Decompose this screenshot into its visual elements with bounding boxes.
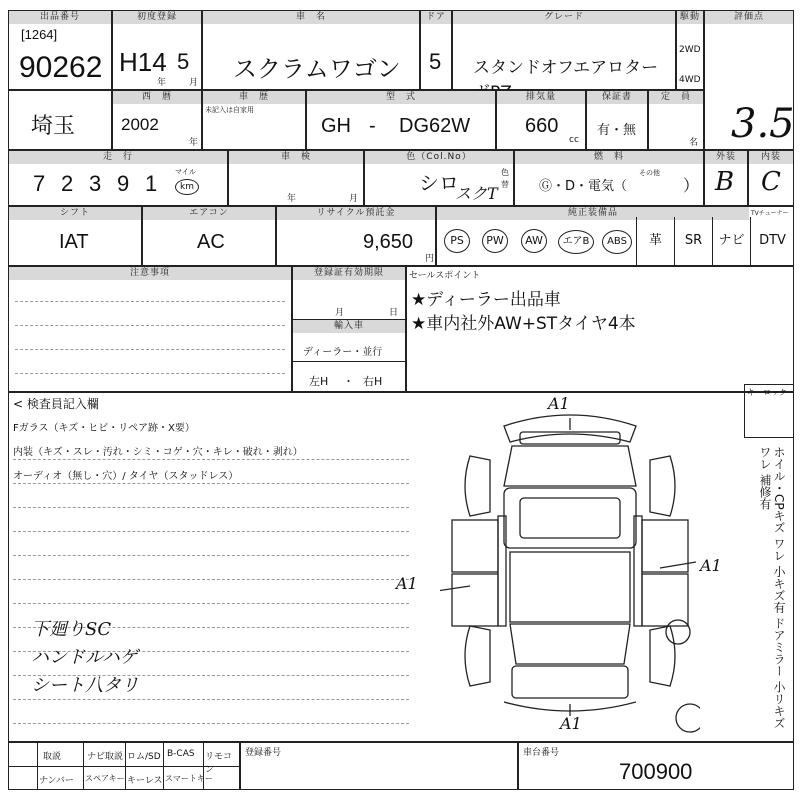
month-unit: 月 [189,78,199,88]
model-year-value: 2002 [121,115,159,134]
exterior-grade: B [715,167,735,197]
acc-bcas: B-CAS [167,749,195,759]
exterior-header: 外装 [705,151,747,164]
sales-point: ★車内社外AW+STタイヤ4本 [411,314,636,334]
accessory-grid [8,742,240,790]
capacity-header: 定 員 [649,91,703,104]
mileage-unit-km: km [175,179,199,195]
recycle-value: 9,650 [363,231,414,253]
model-code: DG62W [399,115,471,137]
damage-mark-front: A1 [548,394,570,413]
cert-value: 有・無 [597,123,637,138]
handwritten-note: ハンドルハゲ [31,647,138,668]
equip-aw-label: AW [521,229,547,253]
color-cell [364,150,514,206]
equip-dtv: DTV [750,217,794,265]
inspection-header: 車 検 [229,151,363,164]
mileage-digit: 7 [33,171,46,196]
first-reg-header: 初度登録 [113,11,201,24]
acc-manual: 取説 [43,752,62,762]
reg-number-cell [240,742,518,790]
fuel-cell [514,150,704,206]
mileage-digit: 1 [145,171,158,196]
sales-points-cell [406,266,794,392]
attention-cell [8,266,292,392]
fuel-options: Ⓖ・D・電気（ [539,179,628,194]
shift-cell [8,206,142,266]
color-note: スクT [455,184,498,203]
cert-cell [586,90,648,150]
equip-pw [476,217,514,265]
chassis-number: 700900 [619,759,693,784]
history-note: 未記入は自家用 [205,106,254,114]
mileage-unit-mile: マイル [175,168,196,176]
equip-pw-label: PW [482,229,508,253]
history-cell [202,90,306,150]
equip-airbag [554,217,598,265]
interior-cell [748,150,794,206]
equip-abs-label: ABS [602,230,632,254]
equip-ps [438,217,476,265]
acc-keyless: キーレス [127,776,163,786]
import-dot: ・ [343,375,354,388]
inspection-month: 月 [349,194,359,204]
inspector-glass: Fガラス（キズ・ヒビ・リペア跡・X要） [13,423,195,434]
inspector-header: < 検査員記入欄 [13,397,99,411]
lot-number: 90262 [19,51,103,84]
history-header: 車 歴 [203,91,305,104]
equip-aw [514,217,554,265]
score-value: 3.5 [731,101,795,147]
aircon-cell [142,206,276,266]
displacement-header: 排気量 [497,91,585,104]
model-header: 型 式 [307,91,495,104]
acc-remote: リモコン [205,752,233,775]
attention-header: 注意事項 [9,267,291,280]
sales-points-header: セールスポイント [409,271,481,281]
model-year-unit: 年 [189,138,199,148]
handwritten-note: 下廻りSC [31,619,112,640]
lot-small: [1264] [21,27,58,42]
equip-ps-label: PS [444,229,470,253]
aircon-header: エアコン [143,207,275,220]
acc-rom-sd: ロム/SD [127,752,161,762]
acc-number: ナンバー [39,776,74,786]
import-left: 左H [309,375,329,388]
shift-value: IAT [59,231,89,253]
damage-mark-left: A1 [396,574,418,593]
reg-expiry-cell [292,266,406,392]
grade-header: グレード [453,11,675,24]
door-cell [420,10,452,90]
model-year-cell [112,90,202,150]
reg-expiry-day: 日 [389,308,399,318]
reg-number-label: 登録番号 [245,748,282,758]
car-name: スクラムワゴン [233,55,401,83]
acc-navi-manual: ナビ取説 [87,752,124,762]
score-cell [704,10,794,150]
car-diagram [440,396,700,736]
equip-airbag-label: エアB [558,230,594,254]
color-name: シロ [419,171,459,195]
mileage-header: 走 行 [9,151,227,164]
model-prefix: GH [321,115,351,137]
interior-header: 内装 [749,151,793,164]
model-year-header: 西 暦 [113,91,201,104]
fuel-header: 燃 料 [515,151,703,164]
inspector-audio: オーディオ（無し・穴）/ タイヤ（スタッドレス） [13,471,239,482]
acc-spare-key: スペアキー [85,774,125,783]
recycle-unit: 円 [425,254,435,264]
drive-2wd: 2WD [679,45,701,55]
capacity-unit: 名 [689,138,699,148]
inspection-year: 年 [287,194,297,204]
mileage-digit: 3 [89,171,102,196]
area-value: 埼玉 [31,114,76,139]
import-right: 右H [363,375,383,388]
capacity-cell [648,90,704,150]
displacement-cell [496,90,586,150]
mileage-cell [8,150,228,206]
drive-4wd: 4WD [679,75,701,85]
area-cell [8,90,112,150]
equip-leather: 革 [636,217,674,265]
chassis-cell [518,742,794,790]
first-reg-cell [112,10,202,90]
equipment-header: 純正装備品 [437,207,749,220]
first-reg-month: 5 [177,49,190,74]
equip-sr: SR [674,217,712,265]
drive-header: 駆動 [677,11,703,24]
equip-navi: ナビ [712,217,750,265]
displacement-value: 660 [525,115,559,137]
import-dealer: ディーラー・並行 [303,347,383,358]
handwritten-note: シート八タリ [31,675,139,696]
sales-point: ★ディーラー出品車 [411,290,561,310]
reg-expiry-header: 登録証有効期限 [293,267,405,280]
import-header: 輸入車 [293,320,405,333]
inspector-interior: 内装（キズ・スレ・汚れ・シミ・コゲ・穴・キレ・破れ・剥れ） [13,447,303,458]
key-lock-header: キーロック [747,388,787,397]
lot-header: 出品番号 [9,11,111,24]
chassis-label: 車台番号 [523,748,560,758]
drive-cell [676,10,704,90]
fuel-close: ） [683,176,700,195]
mileage-digit: 9 [117,171,130,196]
grade-value: スタンドオフエアロター P [473,58,659,103]
first-reg-era: H14 [119,47,167,77]
doors-value: 5 [429,49,442,74]
tv-tuner-label: TVチューナー [751,210,789,217]
year-unit: 年 [157,78,167,88]
fuel-other: その他 [639,169,660,177]
door-header: ドア [421,11,451,24]
color-change-label: 色替 [501,168,509,189]
reg-expiry-month: 月 [335,308,345,318]
equip-abs [598,217,636,265]
inspection-cell [228,150,364,206]
model-cell [306,90,496,150]
model-sep: - [369,115,376,137]
damage-mark-rear: A1 [560,714,582,733]
interior-grade: C [761,167,781,197]
exterior-cell [704,150,748,206]
damage-mark-right: A1 [700,556,722,575]
shift-header: シフト [9,207,141,220]
car-name-cell [202,10,420,90]
key-lock-cell [744,384,794,438]
score-header: 評価点 [705,11,793,24]
recycle-cell [276,206,436,266]
aircon-value: AC [197,231,225,253]
car-name-header: 車 名 [203,11,419,24]
cert-header: 保証書 [587,91,647,104]
acc-smart-key: スマートキー [165,774,213,783]
color-header: 色（Col.No） [365,151,513,164]
mileage-digit: 2 [61,171,74,196]
side-legend: ホイル・CPキズ ワレ 小キズ有 ドアミラー 小リキズ ワレ 補修有 [758,446,786,729]
lot-cell [8,10,112,90]
recycle-header: リサイクル預託金 [277,207,435,220]
displacement-unit: cc [569,135,579,145]
